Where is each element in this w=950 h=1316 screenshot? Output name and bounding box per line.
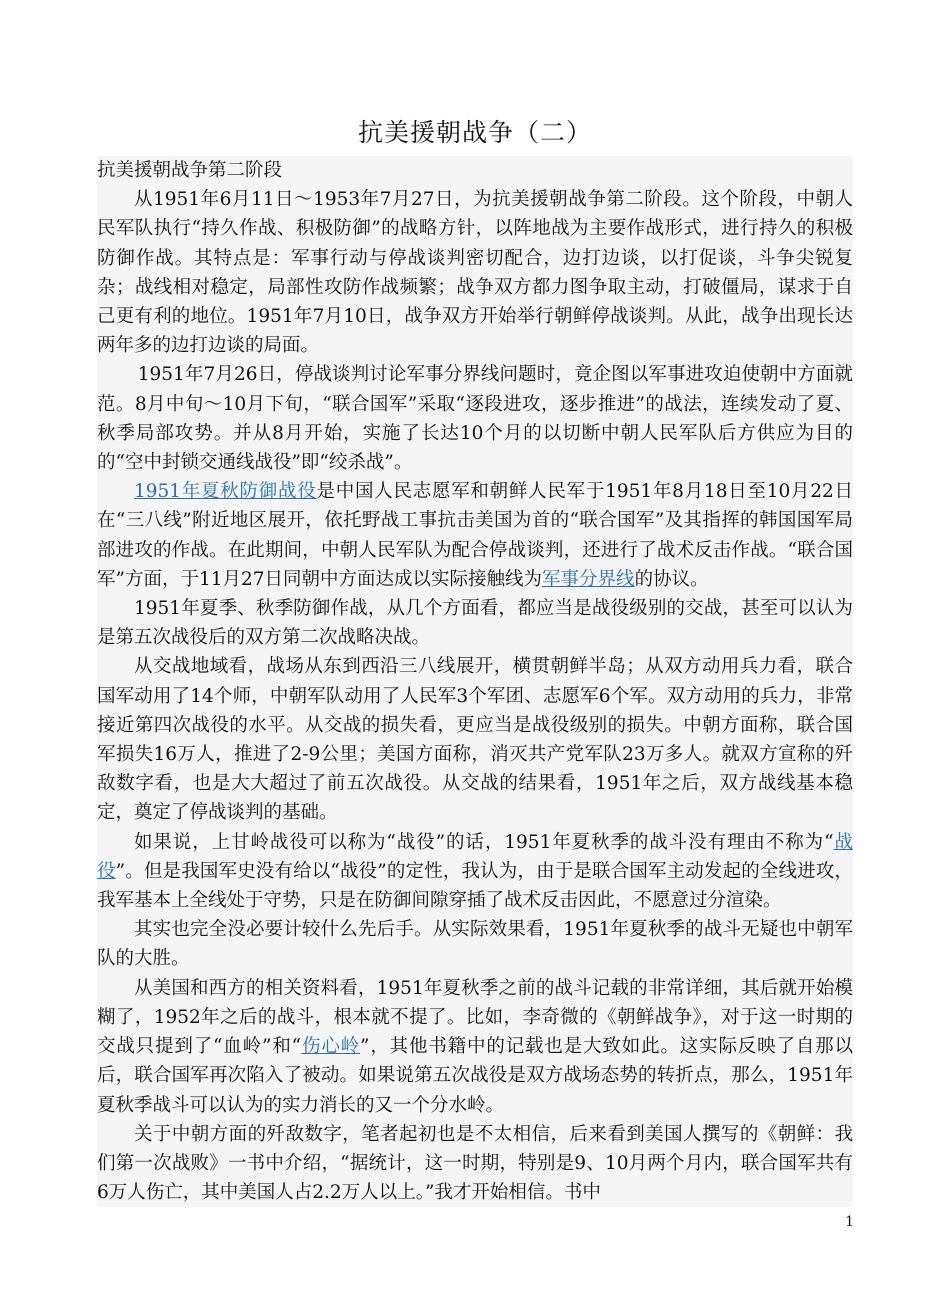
document-body — [97, 156, 853, 1207]
paragraph-6-text-b: ”。但是我国军史没有给以“战役”的定性，我认为，由于是联合国军主动发起的全线进攻，我军基本上全线处于守势，只是在防御间隙穿插了战术反击因此，不愿意过分渲染。 — [97, 860, 853, 912]
section-heading: 抗美援朝战争第二阶段 — [97, 160, 283, 181]
paragraph-6-text-a: 如果说，上甘岭战役可以称为“战役”的话，1951年夏秋季的战斗没有理由不称为“ — [134, 831, 834, 853]
paragraph-3-text-a: 是中国人民志愿军和朝鲜人民军于1951年8月18日至10月22日在“三八线”附近地区展开，依托野战工事抗击美国为首的“联合国军”及其指挥的韩国国军局部进攻的作战。在此期间，中朝人民军队为配合停战谈判，还进行了战术反击作战。“联合国军”方面，于11月27日同朝中方面达成以实际接触线为 — [97, 481, 853, 590]
paragraph-5: 从交战地域看，战场从东到西沿三八线展开，横贯朝鲜半岛；从双方动用兵力看，联合国军动用了14个师，中朝军队动用了人民军3个军团、志愿军6个军。双方动用的兵力，非常接近第四次战役的水平。从交战的损失看，更应当是战役级别的损失。中朝方面称，联合国军损失16万人，推进了2-9公里；美国方面称，消灭共产党军队23万多人。就双方宣称的歼敌数字看，也是大大超过了前五次战役。从交战的结果看，1951年之后，双方战线基本稳定，奠定了停战谈判的基础。 — [97, 656, 853, 824]
link-summer-autumn-defense[interactable]: 1951年夏秋防御战役 — [134, 481, 317, 503]
paragraph-3-text-b: 的协议。 — [634, 568, 709, 590]
paragraph-8-text-a: 从美国和西方的相关资料看，1951年夏秋季之前的战斗记载的非常详细，其后就开始模糊了，1952年之后的战斗，根本就不提了。比如，李奇微的《朝鲜战争》，对于这一时期的交战只提到了“血岭”和“ — [97, 977, 853, 1058]
link-military-demarcation-line[interactable]: 军事分界线 — [542, 568, 635, 590]
paragraph-2: 1951年7月26日，停战谈判讨论军事分界线问题时，竟企图以军事进攻迫使朝中方面就范。8月中旬～10月下旬，“联合国军”采取“逐段进攻，逐步推进”的战法，连续发动了夏、秋季局部攻势。并从8月开始，实施了长达10个月的以切断中朝人民军队后方供应为目的的“空中封锁交通线战役”即“绞杀战”。 — [97, 364, 853, 474]
paragraph-8 — [97, 974, 853, 1120]
link-campaign[interactable]: 战役 — [97, 831, 853, 882]
link-heartbreak-ridge[interactable]: 伤心岭 — [301, 1036, 361, 1058]
paragraph-9: 关于中朝方面的歼敌数字，笔者起初也是不太相信，后来看到美国人撰写的《朝鲜：我们第一次战败》一书中介绍，“据统计，这一时期，特别是9、10月两个月内，联合国军共有6万人伤亡，其中美国人占2.2万人以上。”我才开始相信。书中 — [97, 1123, 853, 1204]
document-title: 抗美援朝战争（二） — [357, 118, 592, 147]
paragraph-4: 1951年夏季、秋季防御作战，从几个方面看，都应当是战役级别的交战，甚至可以认为是第五次战役后的双方第二次战略决战。 — [97, 598, 853, 649]
page-number: 1 — [845, 1214, 854, 1230]
paragraph-6 — [97, 828, 853, 916]
paragraph-3 — [97, 477, 853, 594]
paragraph-7: 其实也完全没必要计较什么先后手。从实际效果看，1951年夏秋季的战斗无疑也中朝军队的大胜。 — [97, 919, 853, 970]
paragraph-1: 从1951年6月11日～1953年7月27日，为抗美援朝战争第二阶段。这个阶段，中朝人民军队执行“持久作战、积极防御”的战略方针，以阵地战为主要作战形式，进行持久的积极防御作战。其特点是：军事行动与停战谈判密切配合，边打边谈，以打促谈，斗争尖锐复杂；战线相对稳定，局部性攻防作战频繁；战争双方都力图争取主动，打破僵局，谋求于自己更有利的地位。1951年7月10日，战争双方开始举行朝鲜停战谈判。从此，战争出现长达两年多的边打边谈的局面。 — [97, 189, 853, 357]
paragraph-8-text-b: ”，其他书籍中的记载也是大致如此。这实际反映了自那以后，联合国军再次陷入了被动。如果说第五次战役是双方战场态势的转折点，那么，1951年夏秋季战斗可以认为的实力消长的又一个分水岭。 — [97, 1036, 854, 1116]
